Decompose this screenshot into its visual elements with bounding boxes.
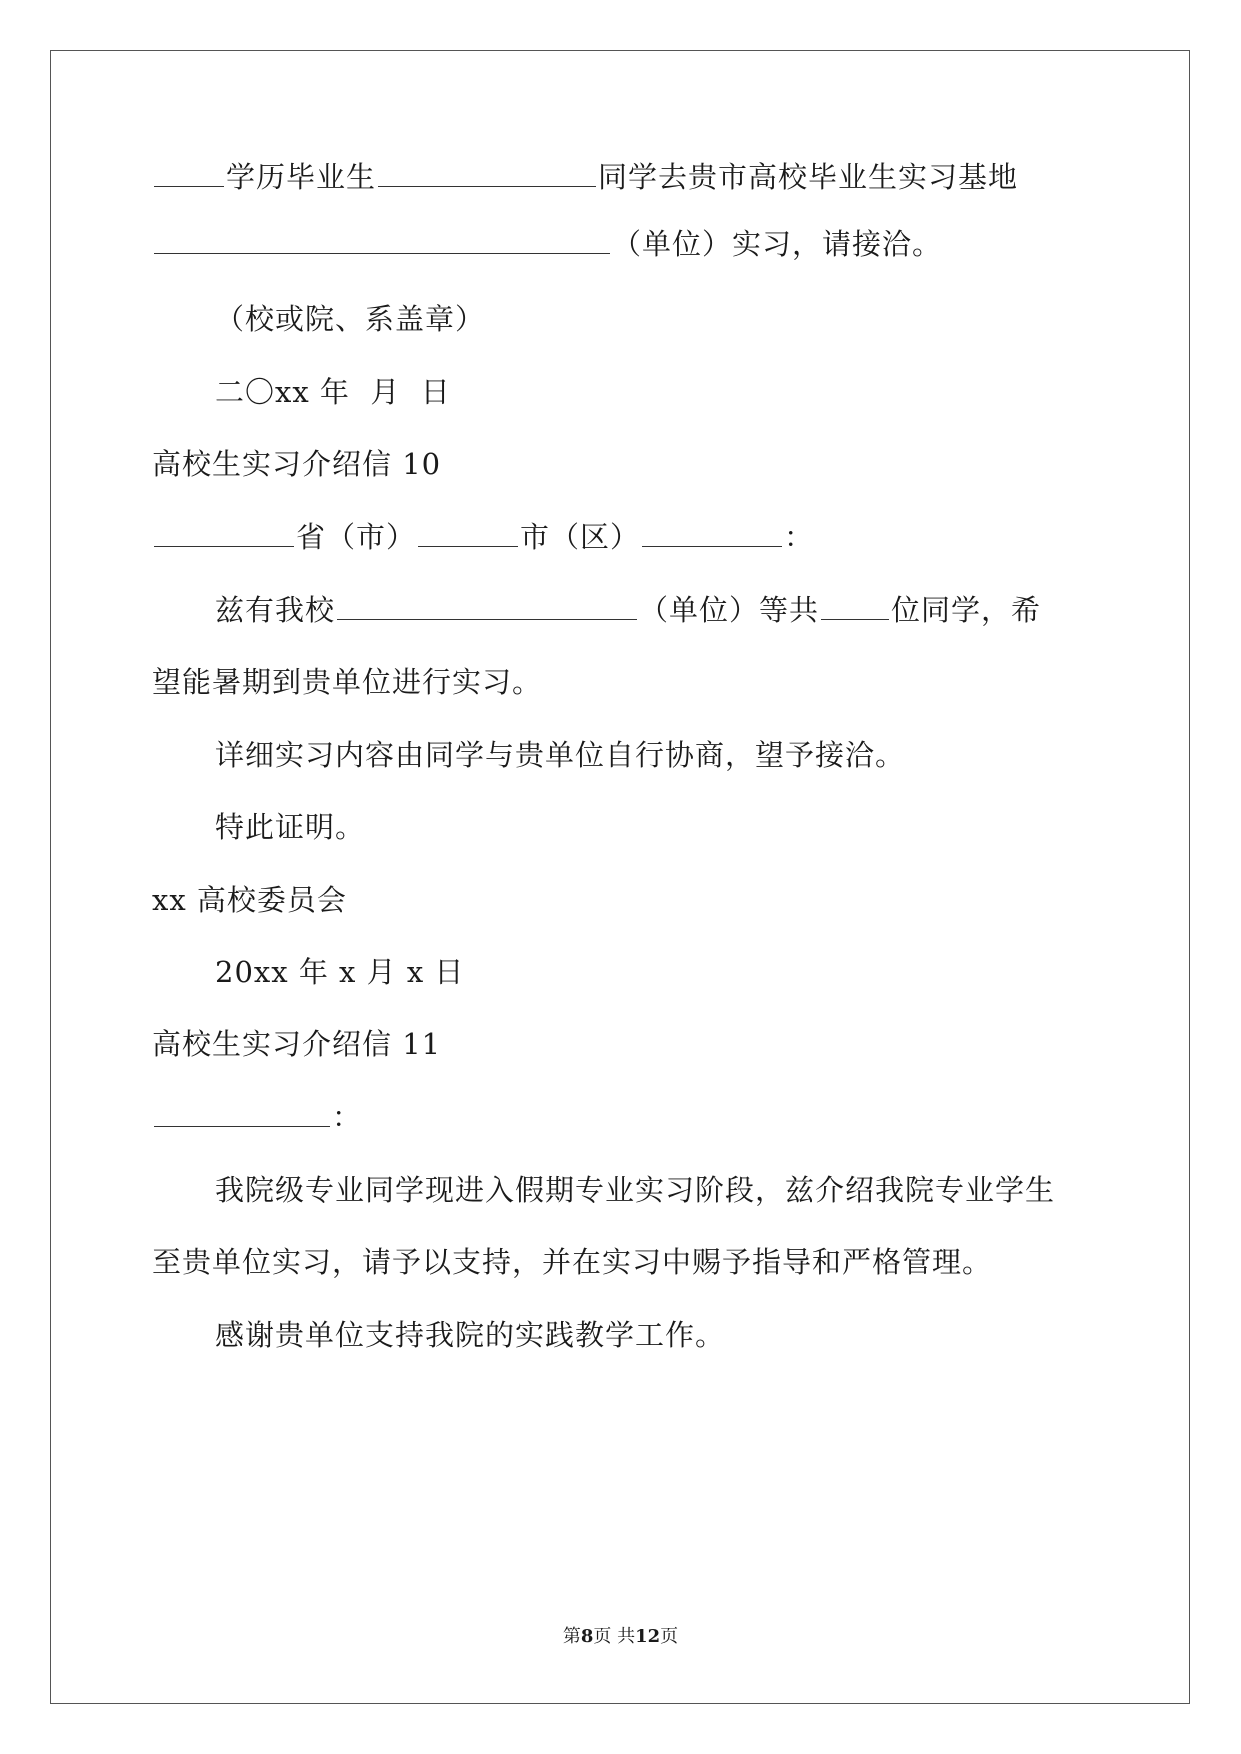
- address-line: ：: [152, 1100, 362, 1134]
- paragraph-line: 至贵单位实习，请予以支持，并在实习中赐予指导和严格管理。: [152, 1245, 993, 1279]
- paragraph-line: 我院级专业同学现进入假期专业实习阶段，兹介绍我院专业学生: [215, 1173, 1056, 1207]
- blank-field: [418, 524, 518, 547]
- page-border: [50, 50, 1190, 1704]
- letter-heading: 高校生实习介绍信 11: [152, 1027, 442, 1061]
- signature-org: xx 高校委员会: [152, 883, 347, 917]
- date-line: 20xx 年 x 月 x 日: [215, 955, 465, 989]
- blank-field: [642, 524, 782, 547]
- page-footer: 第8页 共12页: [562, 1626, 679, 1647]
- letter-heading: 高校生实习介绍信 10: [152, 447, 442, 481]
- blank-field: [337, 597, 637, 620]
- line-graduate: 学历毕业生 同学去贵市高校毕业生实习基地: [152, 160, 1018, 194]
- seal-line: （校或院、系盖章）: [215, 302, 486, 336]
- date-line: 二〇xx 年 月 日: [215, 375, 451, 409]
- total-pages: 12: [635, 1626, 661, 1647]
- page-number: 8: [580, 1626, 594, 1647]
- blank-field: [378, 164, 596, 187]
- line-unit: （单位）实习，请接洽。: [152, 227, 942, 261]
- blank-field: [154, 1104, 330, 1127]
- blank-field: [821, 597, 889, 620]
- paragraph-line: 特此证明。: [215, 810, 366, 844]
- blank-field: [154, 524, 294, 547]
- paragraph-line: 详细实习内容由同学与贵单位自行协商，望予接洽。: [215, 738, 906, 772]
- blank-field: [154, 231, 610, 254]
- paragraph-line: 兹有我校 （单位）等共 位同学，希: [215, 593, 1042, 627]
- paragraph-line: 感谢贵单位支持我院的实践教学工作。: [215, 1318, 726, 1352]
- address-line: 省（市） 市（区） ：: [152, 520, 814, 554]
- paragraph-line: 望能暑期到贵单位进行实习。: [152, 665, 543, 699]
- blank-field: [154, 164, 224, 187]
